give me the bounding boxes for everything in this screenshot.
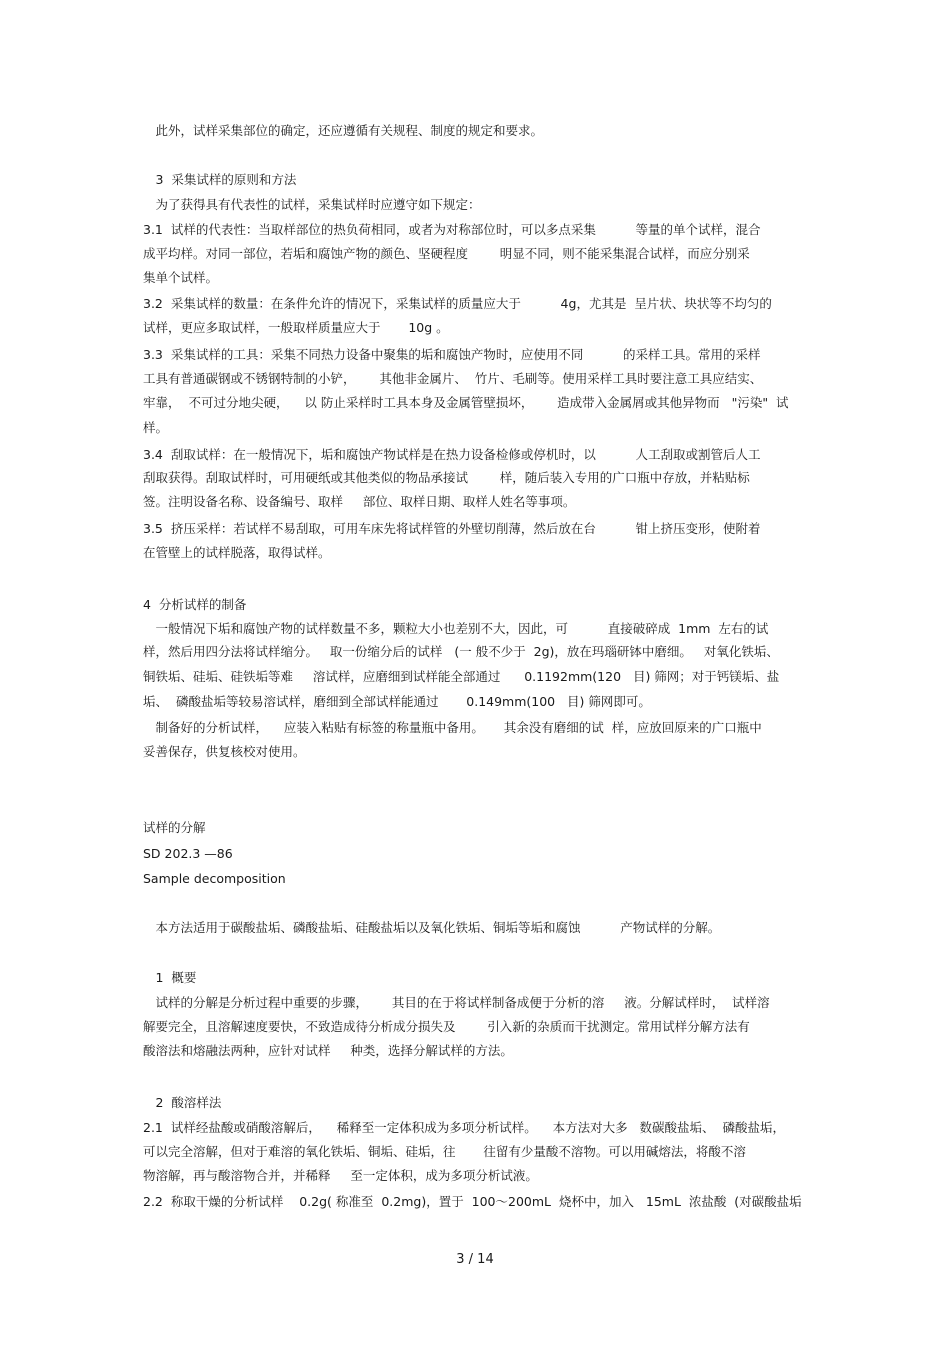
text-line: 成平均样。对同一部位，若垢和腐蚀产物的颜色、坚硬程度 明显不同，则不能采集混合试样，而应分别采 <box>143 246 750 261</box>
text-line: 可以完全溶解，但对于难溶的氧化铁垢、铜垢、硅垢，往 往留有少量酸不溶物。可以用碱熔法，将酸不溶 <box>143 1144 746 1159</box>
section-heading: 3 采集试样的原则和方法 <box>143 172 297 187</box>
section-heading: 4 分析试样的制备 <box>143 597 247 612</box>
text-line: 3.5 挤压采样：若试样不易刮取，可用车床先将试样管的外壁切削薄，然后放在台 钳上挤压变形，使附着 <box>143 521 761 536</box>
text-line: 2.2 称取干燥的分析试样 0.2g( 称准至 0.2mg)，置于 100～200mL 烧杯中，加入 15mL 浓盐酸 (对碳酸盐垢 <box>143 1194 802 1209</box>
text-line: 此外，试样采集部位的确定，还应遵循有关规程、制度的规定和要求。 <box>143 123 544 138</box>
text-line: 为了获得具有代表性的试样，采集试样时应遵守如下规定： <box>143 197 481 212</box>
doc-english-title: Sample decomposition <box>143 871 286 886</box>
section-heading: 2 酸溶样法 <box>143 1095 222 1110</box>
text-line: 3.4 刮取试样：在一般情况下，垢和腐蚀产物试样是在热力设备检修或停机时，以 人工刮取或割管后人工 <box>143 447 761 462</box>
text-line: 制备好的分析试样， 应装入粘贴有标签的称量瓶中备用。 其余没有磨细的试 样，应放回原来的广口瓶中 <box>143 720 762 735</box>
text-line: 样。 <box>143 420 169 435</box>
text-line: 在管壁上的试样脱落，取得试样。 <box>143 545 331 560</box>
text-line: 刮取获得。刮取试样时，可用硬纸或其他类似的物品承接试 样，随后装入专用的广口瓶中存放，并粘贴标 <box>143 470 750 485</box>
text-line: 物溶解，再与酸溶物合并，并稀释 至一定体积，成为多项分析试液。 <box>143 1168 538 1183</box>
text-line: 垢、 磷酸盐垢等较易溶试样，磨细到全部试样能通过 0.149mm(100 目) 筛网即可。 <box>143 694 651 709</box>
text-line: 解要完全，且溶解速度要快，不致造成待分析成分损失及 引入新的杂质而干扰测定。常用试样分解方法有 <box>143 1019 750 1034</box>
text-line: 2.1 试样经盐酸或硝酸溶解后， 稀释至一定体积成为多项分析试样。 本方法对大多 数碳酸盐垢、 磷酸盐垢， <box>143 1120 785 1135</box>
text-line: 试样，更应多取试样，一般取样质量应大于 10g 。 <box>143 320 449 335</box>
text-line: 3.2 采集试样的数量：在条件允许的情况下，采集试样的质量应大于 4g，尤其是 呈片状、块状等不均匀的 <box>143 296 772 311</box>
doc-title: 试样的分解 <box>143 820 206 835</box>
doc-code: SD 202.3 —86 <box>143 846 233 861</box>
text-line: 3.3 采集试样的工具：采集不同热力设备中聚集的垢和腐蚀产物时，应使用不同 的采样工具。常用的采样 <box>143 347 761 362</box>
page-number: 3 / 14 <box>456 1252 494 1267</box>
text-line: 一般情况下垢和腐蚀产物的试样数量不多，颗粒大小也差别不大，因此，可 直接破碎成 1mm 左右的试 <box>143 621 769 636</box>
text-line: 签。注明设备名称、设备编号、取样 部位、取样日期、取样人姓名等事项。 <box>143 494 576 509</box>
text-line: 工具有普通碳钢或不锈钢特制的小铲， 其他非金属片、 竹片、毛刷等。使用采样工具时要注意工具应结实、 <box>143 371 763 386</box>
text-line: 酸溶法和熔融法两种，应针对试样 种类，选择分解试样的方法。 <box>143 1043 513 1058</box>
text-line: 铜铁垢、硅垢、硅铁垢等难 溶试样，应磨细到试样能全部通过 0.1192mm(120 目) 筛网；对于钙镁垢、盐 <box>143 669 780 684</box>
text-line: 样，然后用四分法将试样缩分。 取一份缩分后的试样 (一 般不少于 2g)，放在玛瑙研钵中磨细。 对氧化铁垢、 <box>143 644 779 659</box>
section-heading: 1 概要 <box>143 970 197 985</box>
text-line: 3.1 试样的代表性：当取样部位的热负荷相同，或者为对称部位时，可以多点采集 等量的单个试样，混合 <box>143 222 761 237</box>
text-line: 牢靠， 不可过分地尖硬， 以 防止采样时工具本身及金属管壁损坏， 造成带入金属屑或其他异物而 "污染" 试 <box>143 395 789 410</box>
text-line: 本方法适用于碳酸盐垢、磷酸盐垢、硅酸盐垢以及氧化铁垢、铜垢等垢和腐蚀 产物试样的分解。 <box>143 920 721 935</box>
text-line: 集单个试样。 <box>143 270 219 285</box>
text-line: 试样的分解是分析过程中重要的步骤， 其目的在于将试样制备成便于分析的溶 液。分解试样时， 试样溶 <box>143 995 770 1010</box>
text-line: 妥善保存，供复核校对使用。 <box>143 744 306 759</box>
